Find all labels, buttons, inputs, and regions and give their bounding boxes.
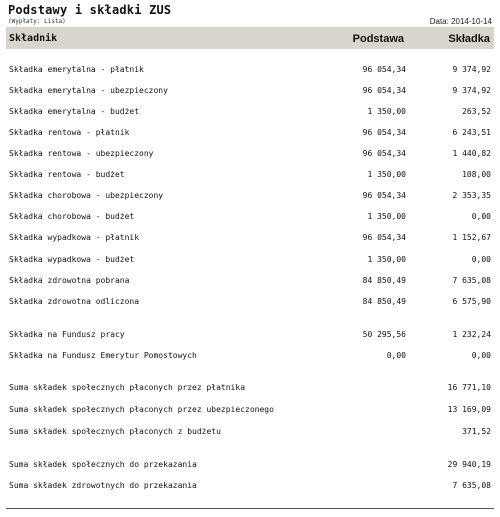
table-row [0,233,500,247]
row-name: Suma składek zdrowotnych do przekazania [9,481,197,490]
table-row [0,427,500,441]
row-contrib: 7 635,08 [452,481,491,490]
row-base: 96 054,34 [362,86,406,95]
row-name: Suma składek społecznych do przekazania [9,460,197,469]
row-name: Składka emerytalna - płatnik [9,65,144,74]
report-subtitle: (Wypłaty: Lista) [8,18,66,25]
table-row [0,405,500,419]
row-base: 1 350,00 [367,255,406,264]
row-contrib: 1 232,24 [452,330,491,339]
table-row [0,212,500,226]
row-base: 50 295,56 [362,330,406,339]
row-name: Składka rentowa - ubezpieczony [9,149,154,158]
table-header-bar [6,27,494,49]
table-row [0,276,500,290]
table-row [0,149,500,163]
table-row [0,107,500,121]
row-name: Składka zdrowotna odliczona [9,297,140,306]
table-row [0,128,500,142]
row-base: 84 850,49 [362,276,406,285]
row-base: 96 054,34 [362,233,406,242]
row-contrib: 6 243,51 [452,128,491,137]
row-name: Składka emerytalna - ubezpieczony [9,86,168,95]
table-row [0,330,500,344]
report-date: Data: 2014-10-14 [429,17,492,26]
row-contrib: 16 771,10 [447,383,491,392]
row-base: 84 850,49 [362,297,406,306]
row-name: Składka wypadkowa - płatnik [9,233,140,242]
row-name: Składka na Fundusz Emerytur Pomostowych [9,351,197,360]
row-contrib: 1 152,67 [452,233,491,242]
row-base: 96 054,34 [362,191,406,200]
row-name: Składka rentowa - budżet [9,170,125,179]
row-contrib: 263,52 [462,107,491,116]
row-base: 96 054,34 [362,128,406,137]
row-contrib: 9 374,92 [452,65,491,74]
table-row [0,255,500,269]
row-base: 0,00 [386,351,406,360]
row-name: Składka na Fundusz pracy [9,330,125,339]
row-contrib: 371,52 [462,427,491,436]
row-name: Suma składek społecznych płaconych przez płatnika [9,383,246,392]
row-name: Składka chorobowa - budżet [9,212,135,221]
bottom-divider [6,508,494,509]
row-contrib: 1 440,82 [452,149,491,158]
row-base: 1 350,00 [367,107,406,116]
row-base: 1 350,00 [367,170,406,179]
row-name: Składka zdrowotna pobrana [9,276,130,285]
row-name: Suma składek społecznych płaconych przez ubezpieczonego [9,405,274,414]
row-name: Składka emerytalna - budżet [9,107,140,116]
row-name: Składka chorobowa - ubezpieczony [9,191,164,200]
row-contrib: 0,00 [471,255,491,264]
table-row [0,191,500,205]
row-contrib: 7 635,08 [452,276,491,285]
row-contrib: 29 940,19 [447,460,491,469]
row-contrib: 2 353,35 [452,191,491,200]
column-header-base: Podstawa [352,33,404,45]
table-row [0,170,500,184]
table-row [0,383,500,397]
row-contrib: 9 374,92 [452,86,491,95]
table-row [0,481,500,495]
column-header-name: Składnik [9,33,58,44]
row-base: 1 350,00 [367,212,406,221]
row-contrib: 108,00 [462,170,491,179]
table-row [0,351,500,365]
table-row [0,297,500,311]
table-row [0,65,500,79]
table-row [0,86,500,100]
row-base: 96 054,34 [362,65,406,74]
row-base: 96 054,34 [362,149,406,158]
report-title: Podstawy i składki ZUS [8,3,172,17]
row-name: Składka wypadkowa - budżet [9,255,135,264]
row-contrib: 6 575,90 [452,297,491,306]
column-header-contrib: Składka [448,33,490,45]
row-contrib: 0,00 [471,351,491,360]
row-name: Składka rentowa - płatnik [9,128,130,137]
row-contrib: 0,00 [471,212,491,221]
row-name: Suma składek społecznych płaconych z budżetu [9,427,221,436]
row-contrib: 13 169,09 [447,405,491,414]
table-row [0,460,500,474]
